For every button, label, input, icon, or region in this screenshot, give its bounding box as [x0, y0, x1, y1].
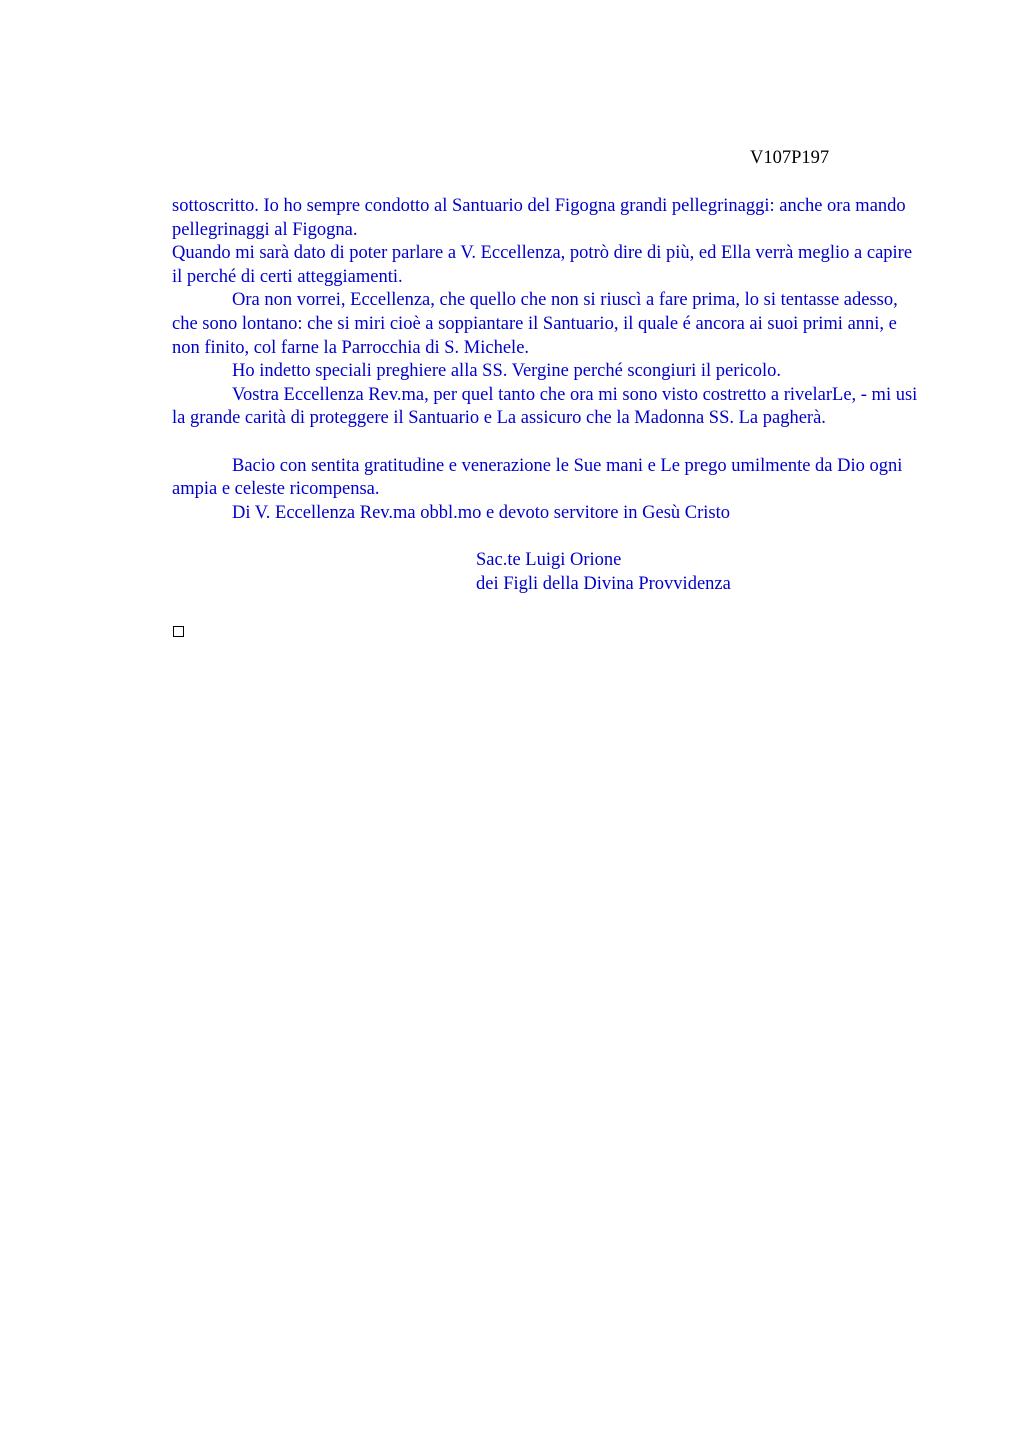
spacer — [172, 525, 924, 549]
signature-congregation: dei Figli della Divina Provvidenza — [476, 573, 731, 594]
paragraph-gratitude: Bacio con sentita gratitudine e venerazione le Sue mani e Le prego umilmente da Dio ogni ampia e celeste ricompensa. — [172, 455, 903, 500]
paragraph-prayers: Ho indetto speciali preghiere alla SS. Vergine perché scongiuri il pericolo. — [232, 361, 782, 382]
end-of-page-box-icon — [173, 626, 184, 637]
signature-name: Sac.te Luigi Orione — [476, 549, 622, 570]
paragraph-closing: Di V. Eccellenza Rev.ma obbl.mo e devoto servitore in Gesù Cristo — [232, 502, 731, 523]
paragraph-sanctuary-concern: Ora non vorrei, Eccellenza, che quello che non si riuscì a fare prima, lo si tentasse adesso, che sono lontano: che si miri cioè a soppiantare il Santuario, il quale é ancora ai suoi primi anni, e non finito, col farne la Parrocchia di S. Michele. — [172, 290, 898, 358]
paragraph-request: Vostra Eccellenza Rev.ma, per quel tanto che ora mi sono visto costretto a rivelarLe, - mi usi la grande carità di proteggere il Santuario e La assicuro che la Madonna SS. La pagherà. — [172, 384, 918, 429]
paragraph-audience: Quando mi sarà dato di poter parlare a V. Eccellenza, potrò dire di più, ed Ella verrà meglio a capire il perché di certi atteggiamenti. — [172, 243, 913, 287]
letter-body — [172, 195, 924, 596]
spacer — [172, 431, 924, 455]
paragraph-continuation: sottoscritto. Io ho sempre condotto al Santuario del Figogna grandi pellegrinaggi: anche ora mando pellegrinaggi al Figogna. — [172, 196, 906, 240]
page-code: V107P197 — [750, 148, 830, 168]
